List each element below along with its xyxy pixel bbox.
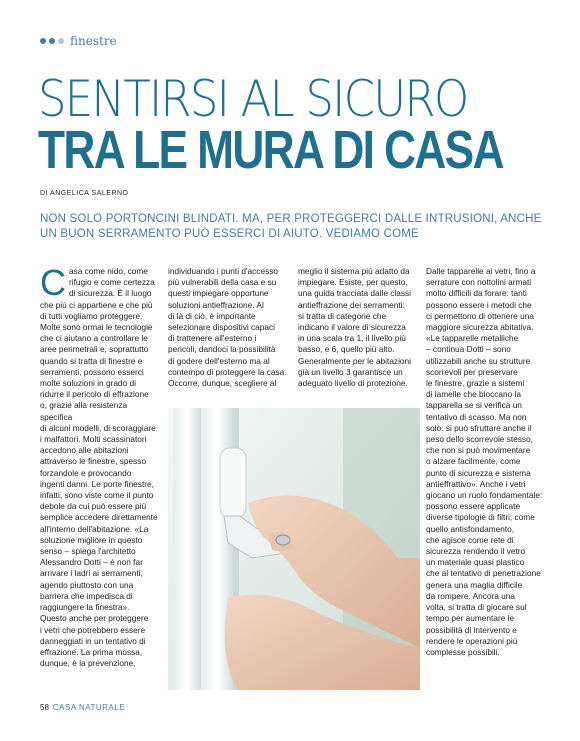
window-handle-photo <box>168 408 420 690</box>
page-footer <box>40 703 125 712</box>
headline-line-1: SENTIRSI AL SICURO <box>38 70 468 128</box>
body-text-col-4: Dalle tapparelle ai vetri, fino a serrature con nottolini armati molto difficili da forare: tanti possono essere i metodi che ci permettono di ottenere una maggiore sicurezza abitativa. «Le tapparelle metalliche – continua Dotti – sono utilizzabili anche su strutture scorrevoli per preservare le finestre, grazie a sistemi di lamelle che bloccano la tapparella se si verifica un tentativo di scasso. Ma non solo: si può sfruttare anche il peso dello scorrevole stesso, che non si può movimentare o alzare facilmente, come punto di sicurezza e sistema antieffrattivo». Anche i vetri giocano un ruolo fondamentale: possono essere applicate diverse tipologie di filtri, come quello antisfondamento, che agisce come rete di sicurezza rendendo il vetro un materiale quasi plastico che al tentativo di penetrazione genera una maglia difficile da rompere. Ancora una volta, si tratta di giocare sul tempo per aumentare le possibilità di intervento e rendere le operazioni più complesse possibili. <box>426 266 543 657</box>
drop-cap: C <box>40 262 66 303</box>
body-text-col-1: asa come nido, come rifugio e come certezza di sicurezza. È il luogo che più ci appartiene e che più di tutti vogliamo proteggere. Molte sono ormai le tecnologie che ci aiutano a controllare le aree perimetrali e, soprattutto quando si tratta di finestre e serramenti, possono esserci molte soluzioni in grado di ridurre il pericolo di effrazione o, grazie alla resistenza specifica di alcuni modelli, di scoraggiare i malfattori. Molti scassinatori accedono alle abitazioni attraverso le finestre, spesso forzandole e provocando ingenti danni. Le porte finestre, infatti, sono viste come il punto debole da cui può essere più semplice accedere direttamente all'interno dell'abitazione. «La soluzione migliore in questo senso – spiega l'architetto Alessandro Dotti – è non far arrivare i ladri ai serramenti, agendo piuttosto con una barriera che impedisca di raggiungere la finestra». Questo anche per proteggere i vetri che potrebbero essere danneggiati in un tentativo di effrazione. La prima mossa, dunque, è la prevenzione, <box>40 266 158 669</box>
magazine-name: CASA NATURALE <box>52 703 126 712</box>
body-column-2 <box>168 266 288 389</box>
headline-line-2: TRA LE MURA DI CASA <box>38 120 503 180</box>
section-dots-icon <box>40 38 64 44</box>
body-text-col-2: individuando i punti d'accesso più vulnerabili della casa e su questi impiegare opportune soluzioni antieffrazione. Al di là di ciò, è importante selezionare dispositivi capaci di trattenere all'esterno i pericoli, dandoci la possibilità di godere dell'esterno ma al contempo di proteggere la casa. Occorre, dunque, scegliere al <box>168 266 287 389</box>
subheadline: NON SOLO PORTONCINI BLINDATI. MA, PER PROTEGGERCI DALLE INTRUSIONI, ANCHE UN BUON SERRAMENTO PUÒ ESSERCI DI AIUTO. VEDIAMO COME <box>40 213 542 240</box>
byline: DI ANGELICA SALERNO <box>40 190 129 197</box>
body-column-1 <box>40 262 158 669</box>
body-text-col-3: meglio il sistema più adatto da impiegare. Esiste, per questo, una guida tracciata dalle classi antieffrazione dei serramenti: si tratta di categorie che indicano il valore di sicurezza in una scala tra 1, il livello più basso, e 6, quello più alto. Generalmente per le abitazioni già un livello 3 garantisce un adeguato livello di protezione. <box>298 266 411 389</box>
section-label: finestre <box>70 34 117 48</box>
body-column-3 <box>298 266 420 389</box>
body-column-4 <box>426 266 550 658</box>
section-tag <box>40 34 117 48</box>
page-number: 58 <box>40 703 49 712</box>
window-handle-illustration <box>168 408 420 690</box>
